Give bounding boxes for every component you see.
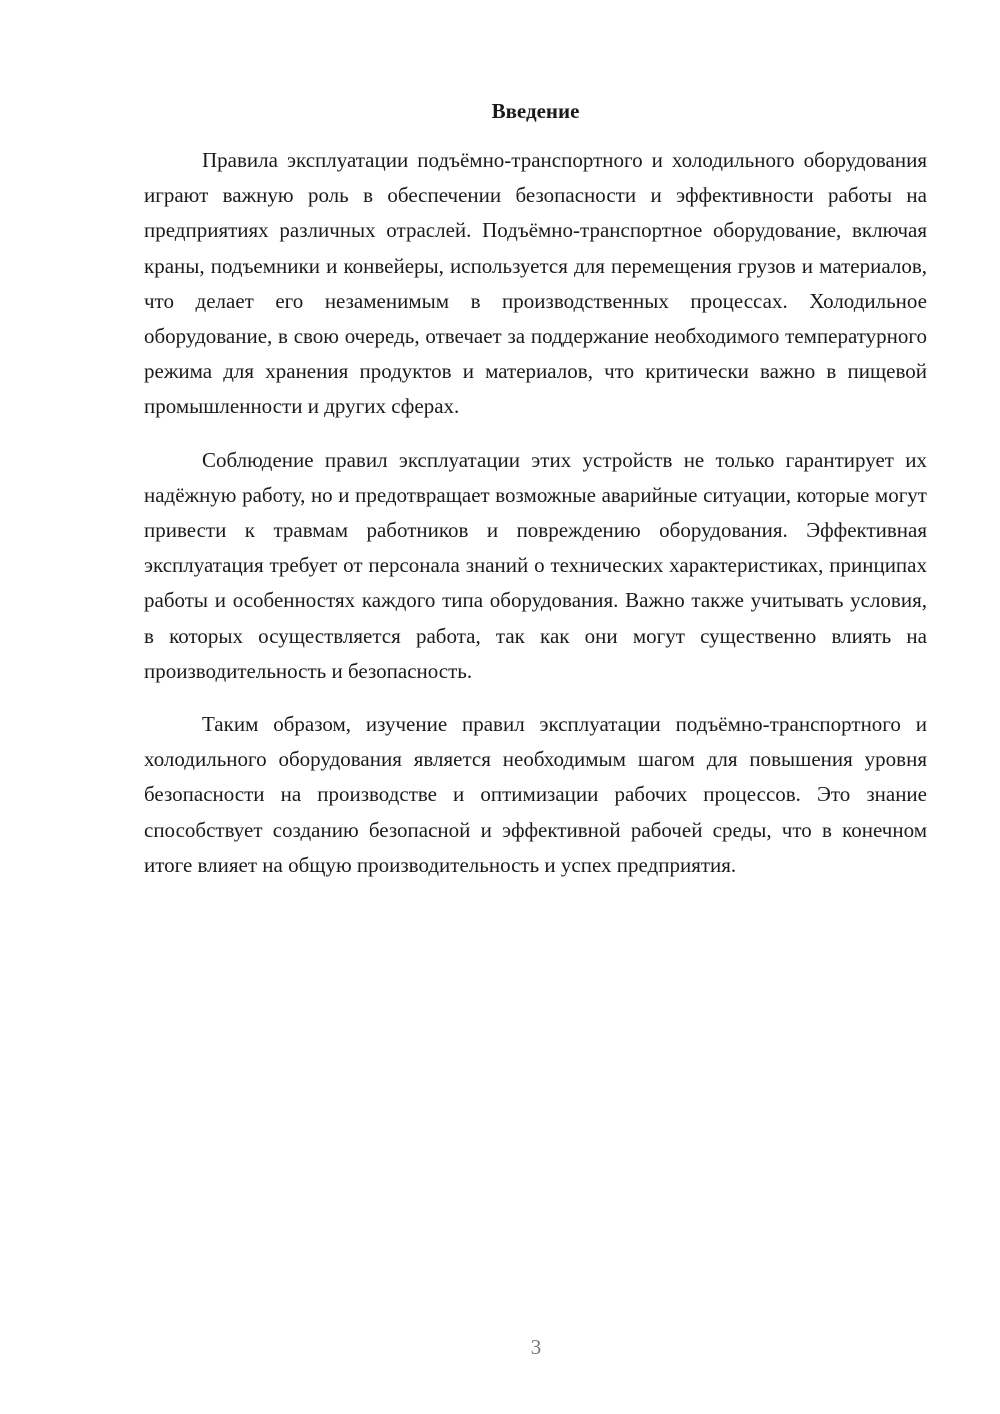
body-text [144,143,927,883]
paragraph-3: Таким образом, изучение правил эксплуатации подъёмно-транспортного и холодильного оборудования является необходимым шагом для повышения уровня безопасности на производстве и оптимизации рабочих процессов. Это знание способствует созданию безопасной и эффективной рабочей среды, что в конечном итоге влияет на общую производительность и успех предприятия. [144,712,927,877]
paragraph-2: Соблюдение правил эксплуатации этих устройств не только гарантирует их надёжную работу, но и предотвращает возможные аварийные ситуации, которые могут привести к травмам работников и повреждению оборудования. Эффективная эксплуатация требует от персонала знаний о технических характеристиках, принципах работы и особенностях каждого типа оборудования. Важно также учитывать условия, в которых осуществляется работа, так как они могут существенно влиять на производительность и безопасность. [144,447,927,683]
page-number: 3 [530,1335,542,1359]
paragraph-1: Правила эксплуатации подъёмно-транспортного и холодильного оборудования играют важную роль в обеспечении безопасности и эффективности работы на предприятиях различных отраслей. Подъёмно-транспортное оборудование, включая краны, подъемники и конвейеры, используется для перемещения грузов и материалов, что делает его незаменимым в производственных процессах. Холодильное оборудование, в свою очередь, отвечает за поддержание необходимого температурного режима для хранения продуктов и материалов, что критически важно в пищевой промышленности и других сферах. [144,148,927,419]
section-title: Введение [491,99,580,123]
